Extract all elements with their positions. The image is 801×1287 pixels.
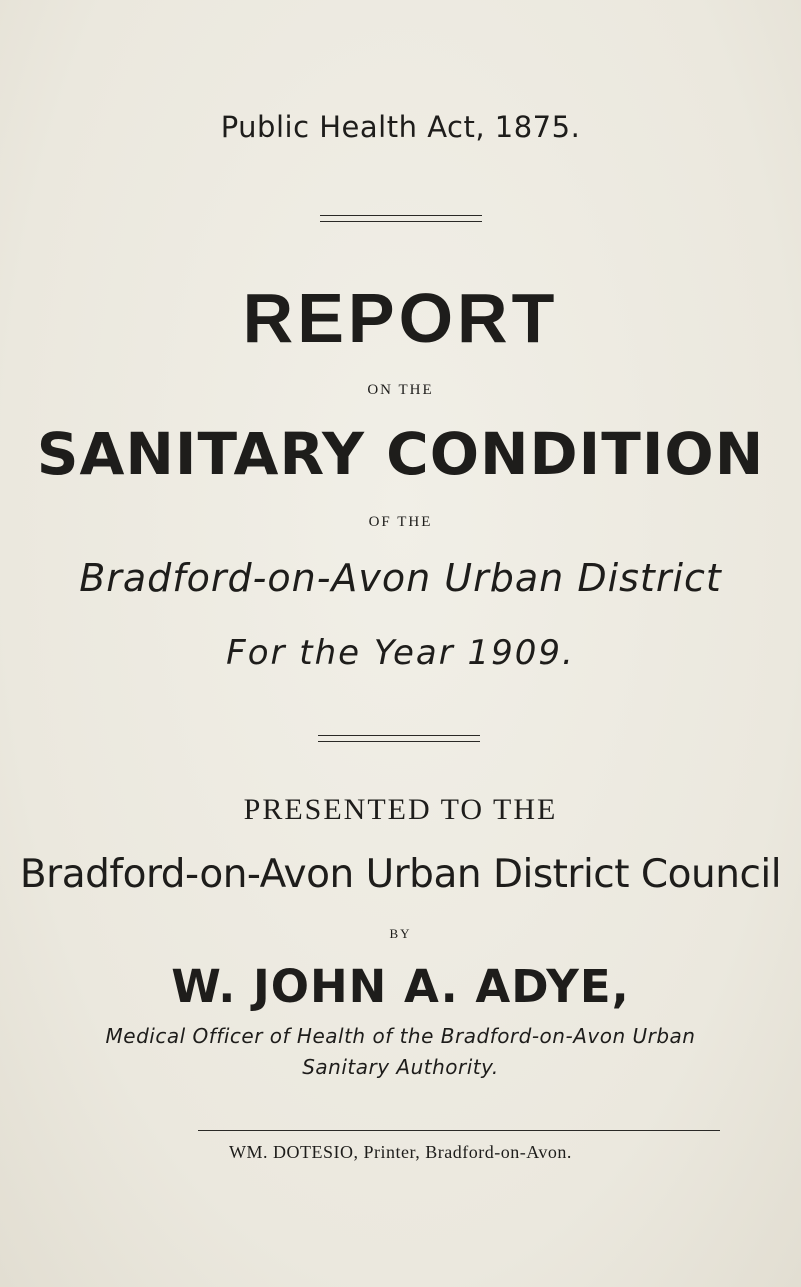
year-line: For the Year 1909. — [226, 633, 575, 673]
of-the-label: OF THE — [368, 514, 433, 530]
author-title-line-1: Medical Officer of Health of the Bradford-on-Avon Urban — [105, 1024, 696, 1048]
printer-imprint: WM. DOTESIO, Printer, Bradford-on-Avon. — [229, 1142, 572, 1162]
on-the-label: ON THE — [367, 382, 434, 398]
author-name: W. JOHN A. ADYE, — [171, 960, 630, 1013]
report-title: REPORT — [242, 279, 559, 357]
double-rule-divider — [318, 735, 480, 742]
act-heading: Public Health Act, 1875. — [220, 110, 581, 144]
subject-title: SANITARY CONDITION — [36, 420, 765, 488]
double-rule-divider — [320, 215, 482, 222]
district-name: Bradford-on-Avon Urban District — [79, 556, 722, 600]
presented-to-label: PRESENTED TO THE — [243, 793, 558, 826]
author-title-line-2: Sanitary Authority. — [302, 1055, 499, 1079]
by-label: BY — [389, 926, 412, 941]
council-name: Bradford-on-Avon Urban District Council — [19, 852, 782, 897]
footer-rule — [198, 1130, 720, 1131]
